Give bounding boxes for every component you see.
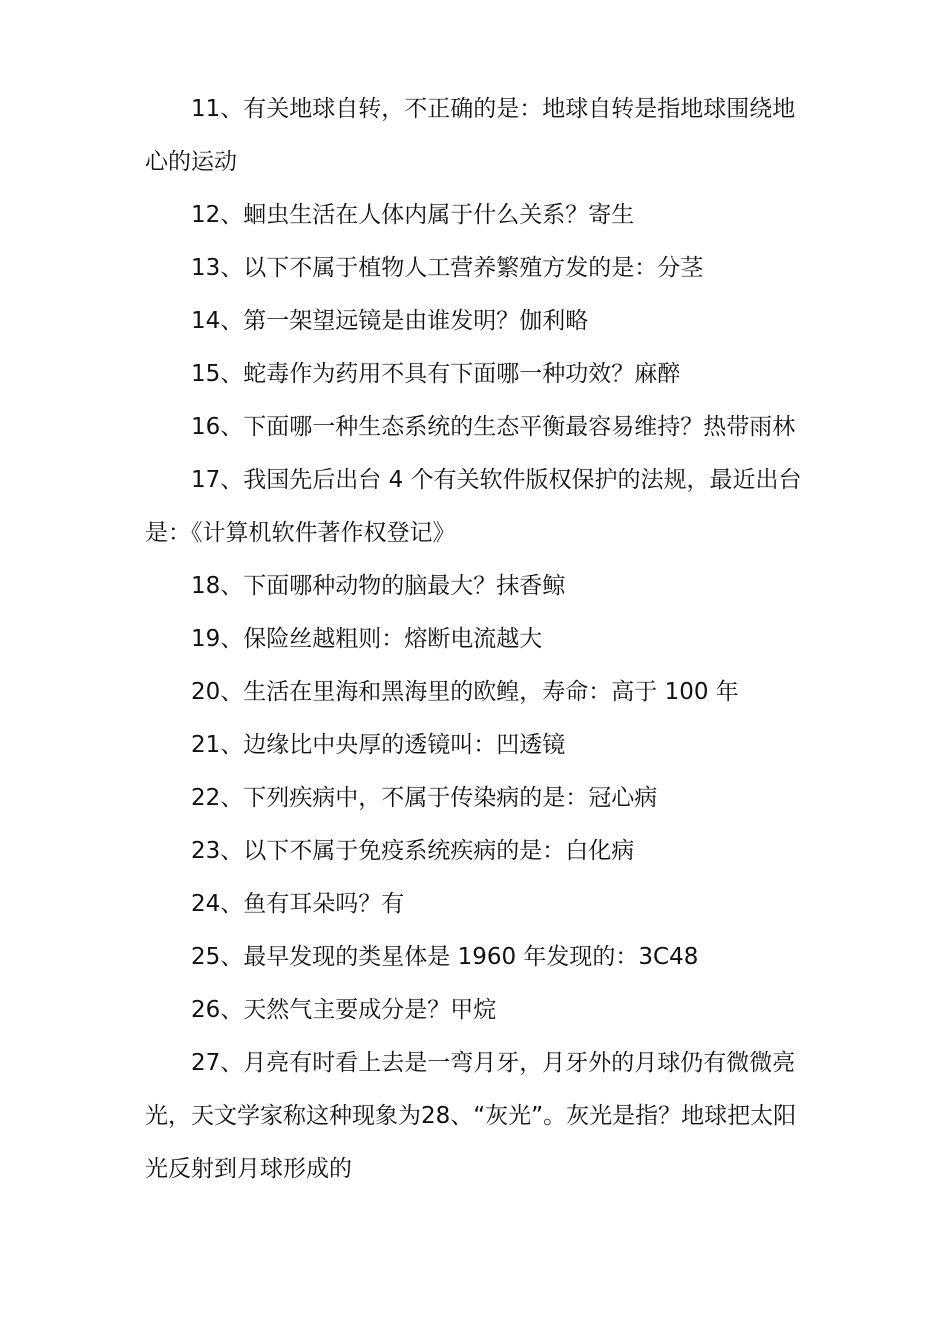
paragraph-15: 15、蛇毒作为药用不具有下面哪一种功效？麻醉 xyxy=(191,361,681,387)
paragraph-12: 12、蛔虫生活在人体内属于什么关系？寄生 xyxy=(191,202,635,228)
paragraph-14: 14、第一架望远镜是由谁发明？伽利略 xyxy=(191,308,589,334)
paragraph-16: 16、下面哪一种生态系统的生态平衡最容易维持？热带雨林 xyxy=(191,414,796,440)
paragraph-27: 27、月亮有时看上去是一弯月牙，月牙外的月球仍有微微亮光，天文学家称这种现象为28、“灰光”。灰光是指？地球把太阳光反射到月球形成的 xyxy=(145,1050,797,1182)
paragraph-17: 17、我国先后出台 4 个有关软件版权保护的法规，最近出台是：《计算机软件著作权登记》 xyxy=(145,467,802,546)
paragraph-26: 26、天然气主要成分是？甲烷 xyxy=(191,997,497,1023)
paragraph-25: 25、最早发现的类星体是 1960 年发现的：3C48 xyxy=(191,944,699,970)
paragraph-24: 24、鱼有耳朵吗？有 xyxy=(191,891,405,917)
paragraph-13: 13、以下不属于植物人工营养繁殖方发的是：分茎 xyxy=(191,255,704,281)
paragraph-19: 19、保险丝越粗则：熔断电流越大 xyxy=(191,626,543,652)
document-body xyxy=(145,83,811,1196)
paragraph-18: 18、下面哪种动物的脑最大？抹香鲸 xyxy=(191,573,566,599)
paragraph-21: 21、边缘比中央厚的透镜叫：凹透镜 xyxy=(191,732,566,758)
paragraph-23: 23、以下不属于免疫系统疾病的是：白化病 xyxy=(191,838,635,864)
paragraph-20: 20、生活在里海和黑海里的欧鳇，寿命：高于 100 年 xyxy=(191,679,739,705)
paragraph-11: 11、有关地球自转，不正确的是：地球自转是指地球围绕地心的运动 xyxy=(145,96,796,175)
paragraph-22: 22、下列疾病中，不属于传染病的是：冠心病 xyxy=(191,785,658,811)
